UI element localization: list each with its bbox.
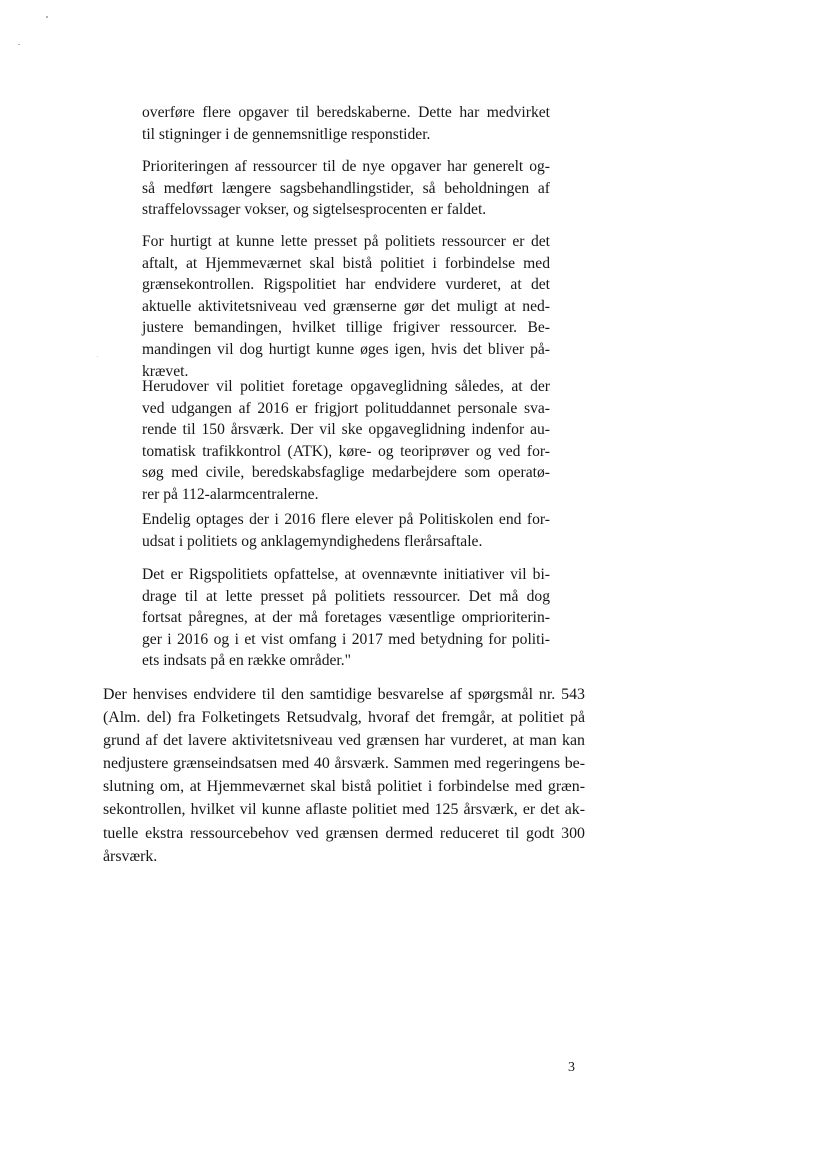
- text-line: Herudover vil politiet foretage opgaveglidning således, at der: [142, 378, 550, 395]
- text-line: ets indsats på en række områder.": [142, 652, 352, 670]
- text-line: tuelle ekstra ressourcebehov ved grænsen dermed reduceret til godt 300: [103, 824, 585, 842]
- quote-paragraph-3: [142, 231, 550, 382]
- text-line: krævet.: [142, 362, 189, 380]
- text-line: slutning om, at Hjemmeværnet skal bistå politiet i forbindelse med græn-: [103, 778, 585, 796]
- text-line: nedjustere grænseindsatsen med 40 årsværk. Sammen med regeringens be-: [103, 755, 585, 773]
- text-line: Prioriteringen af ressourcer til de nye opgaver har generelt og-: [142, 158, 550, 175]
- scan-speck: [18, 44, 20, 45]
- scan-speck: [97, 356, 98, 357]
- text-line: til stigninger i de gennemsnitlige responstider.: [142, 125, 431, 143]
- text-line: så medført længere sagsbehandlingstider, så beholdningen af: [142, 179, 550, 197]
- body-paragraph: [103, 683, 585, 868]
- text-line: aftalt, at Hjemmeværnet skal bistå politiet i forbindelse med: [142, 254, 550, 272]
- text-line: For hurtigt at kunne lette presset på politiets ressourcer er det: [142, 233, 550, 250]
- text-line: mandingen vil dog hurtigt kunne øges igen, hvis det bliver på-: [142, 340, 550, 358]
- text-line: udsat i politiets og anklagemyndighedens flerårsaftale.: [142, 532, 483, 550]
- text-line: Det er Rigspolitiets opfattelse, at ovennævnte initiativer vil bi-: [142, 566, 550, 583]
- text-line: rende til 150 årsværk. Der vil ske opgaveglidning indenfor au-: [142, 421, 550, 439]
- text-line: tomatisk trafikkontrol (ATK), køre- og teoriprøver og ved for-: [142, 442, 550, 460]
- text-line: straffelovssager vokser, og sigtelsesprocenten er faldet.: [142, 201, 487, 219]
- scan-speck: [46, 16, 48, 18]
- quote-paragraph-6: [142, 564, 550, 672]
- text-line: søg med civile, beredskabsfaglige medarbejdere som operatø-: [142, 464, 550, 482]
- quote-paragraph-4: [142, 376, 550, 506]
- quote-paragraph-2: [142, 156, 550, 221]
- text-line: (Alm. del) fra Folketingets Retsudvalg, hvoraf det fremgår, at politiet på: [103, 709, 585, 727]
- text-line: justere bemandingen, hvilket tillige frigiver ressourcer. Be-: [142, 319, 550, 337]
- quote-paragraph-5: [142, 509, 550, 552]
- text-line: drage til at lette presset på politiets ressourcer. Det må dog: [142, 587, 550, 605]
- text-line: ger i 2016 og i et vist omfang i 2017 med betydning for politi-: [142, 630, 550, 648]
- text-line: grund af det lavere aktivitetsniveau ved grænsen har vurderet, at man kan: [103, 732, 585, 750]
- text-line: fortsat påregnes, at der må foretages væsentlige omprioriterin-: [142, 609, 550, 627]
- text-line: Der henvises endvidere til den samtidige besvarelse af spørgsmål nr. 543: [103, 686, 585, 703]
- page-number: 3: [568, 1060, 575, 1075]
- text-line: årsværk.: [103, 847, 158, 865]
- quote-paragraph-1: [142, 102, 550, 145]
- text-line: overføre flere opgaver til beredskaberne. Dette har medvirket: [142, 104, 550, 121]
- text-line: rer på 112-alarmcentralerne.: [142, 485, 319, 503]
- text-line: sekontrollen, hvilket vil kunne aflaste politiet med 125 årsværk, er det ak-: [103, 801, 585, 819]
- text-line: grænsekontrollen. Rigspolitiet har endvidere vurderet, at det: [142, 276, 550, 294]
- text-line: aktuelle aktivitetsniveau ved grænserne gør det muligt at ned-: [142, 297, 550, 315]
- text-line: ved udgangen af 2016 er frigjort polituddannet personale sva-: [142, 399, 550, 417]
- text-line: Endelig optages der i 2016 flere elever på Politiskolen end for-: [142, 511, 550, 528]
